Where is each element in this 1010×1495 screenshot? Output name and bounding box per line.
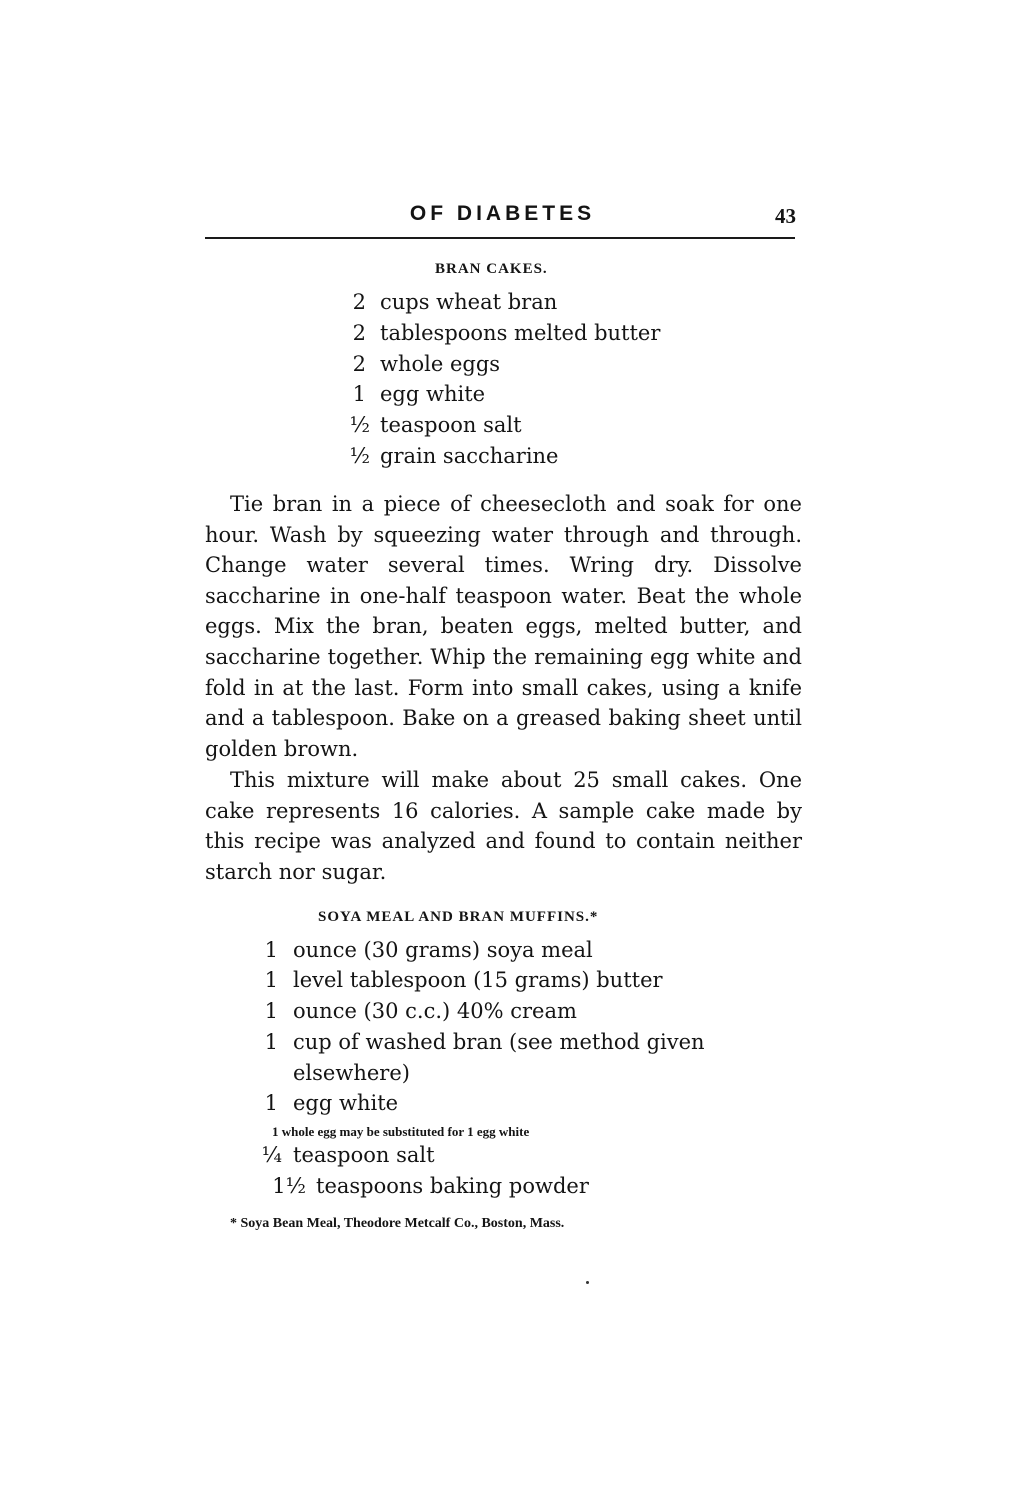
ingredient-text-continued: elsewhere) — [293, 1061, 410, 1085]
ingredient-quantity: 1 — [264, 938, 278, 962]
substitution-note: 1 whole egg may be substituted for 1 egg white — [272, 1124, 530, 1139]
ingredient-quantity: 1 — [264, 999, 278, 1023]
ingredient-quantity: 1 — [264, 1030, 278, 1054]
footnote: * Soya Bean Meal, Theodore Metcalf Co., Boston, Mass. — [230, 1216, 565, 1231]
ingredient-text: grain saccharine — [380, 444, 559, 468]
ingredient-text: cups wheat bran — [380, 290, 558, 314]
recipe-title-bran-cakes: BRAN CAKES. — [435, 261, 548, 277]
ingredient-text: tablespoons melted butter — [380, 321, 661, 345]
ingredient-quantity: 1 — [352, 382, 366, 406]
ingredient-quantity: 1 — [264, 1091, 278, 1115]
ingredient-quantity: 1½ — [272, 1174, 306, 1198]
ingredient-quantity: 2 — [352, 352, 366, 376]
ingredient-quantity: ½ — [349, 444, 370, 468]
ingredient-text: ounce (30 grams) soya meal — [293, 938, 593, 962]
yield-paragraph: This mixture will make about 25 small cakes. One cake represents 16 calories. A sample cake made by this recipe was analyzed and found to contain neither starch nor sugar. — [205, 768, 802, 884]
header-rule — [205, 237, 795, 239]
ingredient-text: cup of washed bran (see method given — [293, 1030, 705, 1054]
ingredient-quantity: ¼ — [261, 1143, 282, 1167]
recipe-title-muffins: SOYA MEAL AND BRAN MUFFINS.* — [318, 909, 599, 925]
running-head — [205, 200, 800, 234]
ingredient-text: level tablespoon (15 grams) butter — [293, 968, 663, 992]
ingredient-quantity: ½ — [349, 413, 370, 437]
ingredient-quantity: 1 — [264, 968, 278, 992]
ingredient-text: teaspoon salt — [293, 1143, 435, 1167]
ingredient-text: whole eggs — [380, 352, 501, 376]
ingredient-text: ounce (30 c.c.) 40% cream — [293, 999, 577, 1023]
ingredient-text: teaspoon salt — [380, 413, 522, 437]
ingredient-quantity: 2 — [352, 321, 366, 345]
method-paragraph: Tie bran in a piece of cheesecloth and soak for one hour. Wash by squeezing water through and through. Change water several times. Wring dry. Dissolve saccharine in one-half teaspoon water. Beat the whole eggs. Mix the bran, beaten eggs, melted butter, and saccharine together. Whip the remaining egg white and fold in at the last. Form into small cakes, using a knife and a tablespoon. Bake on a greased baking sheet until golden brown. — [205, 492, 802, 761]
ingredient-text: egg white — [380, 382, 486, 406]
ingredient-text: egg white — [293, 1091, 399, 1115]
page-number: 43 — [775, 204, 796, 228]
running-title: OF DIABETES — [409, 202, 596, 225]
ingredient-text: teaspoons baking powder — [316, 1174, 589, 1198]
ingredient-quantity: 2 — [352, 290, 366, 314]
ink-speck — [586, 1281, 589, 1284]
